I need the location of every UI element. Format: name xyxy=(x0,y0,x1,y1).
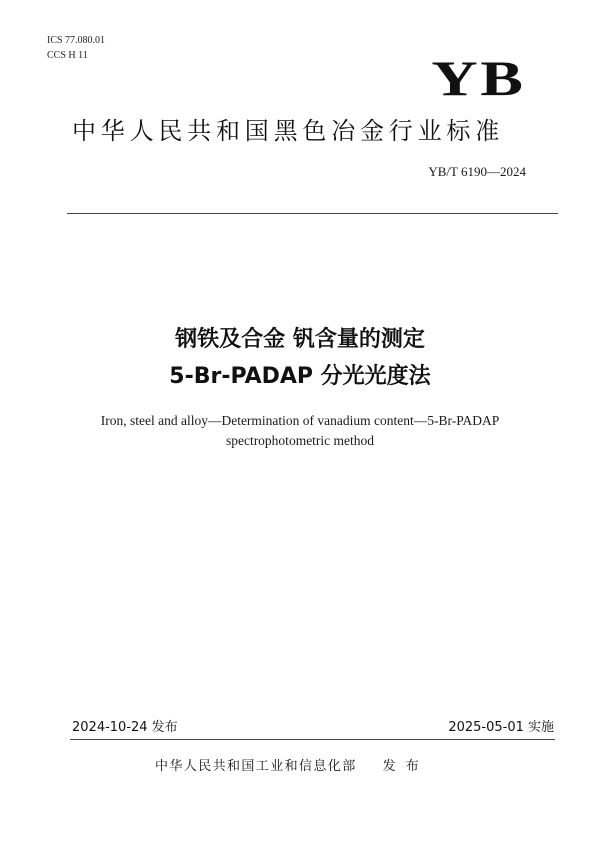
issuer-action: 发布 xyxy=(382,759,429,774)
issuer-name: 中华人民共和国工业和信息化部 xyxy=(155,759,357,774)
header-divider xyxy=(67,213,558,214)
footer-divider xyxy=(70,739,555,740)
issuer-line xyxy=(155,758,429,776)
standard-number: YB/T 6190—2024 xyxy=(428,164,526,179)
document-title-en-line1: Iron, steel and alloy—Determination of vanadium content—5-Br-PADAP xyxy=(100,413,500,428)
implementation-date: 2025-05-01 实施 xyxy=(448,720,554,735)
issue-date: 2024-10-24 发布 xyxy=(72,720,178,735)
document-title-en-line2: spectrophotometric method xyxy=(225,433,375,448)
document-title-cn-line2: 5-Br-PADAP 分光光度法 xyxy=(169,364,431,389)
standard-category-title: 中华人民共和国黑色冶金行业标准 xyxy=(72,117,504,145)
ccs-code: CCS H 11 xyxy=(47,50,88,61)
ics-code: ICS 77.080.01 xyxy=(47,35,106,46)
document-title-cn-line1: 钢铁及合金 钒含量的测定 xyxy=(175,327,425,352)
yb-logo: YB xyxy=(430,50,525,106)
